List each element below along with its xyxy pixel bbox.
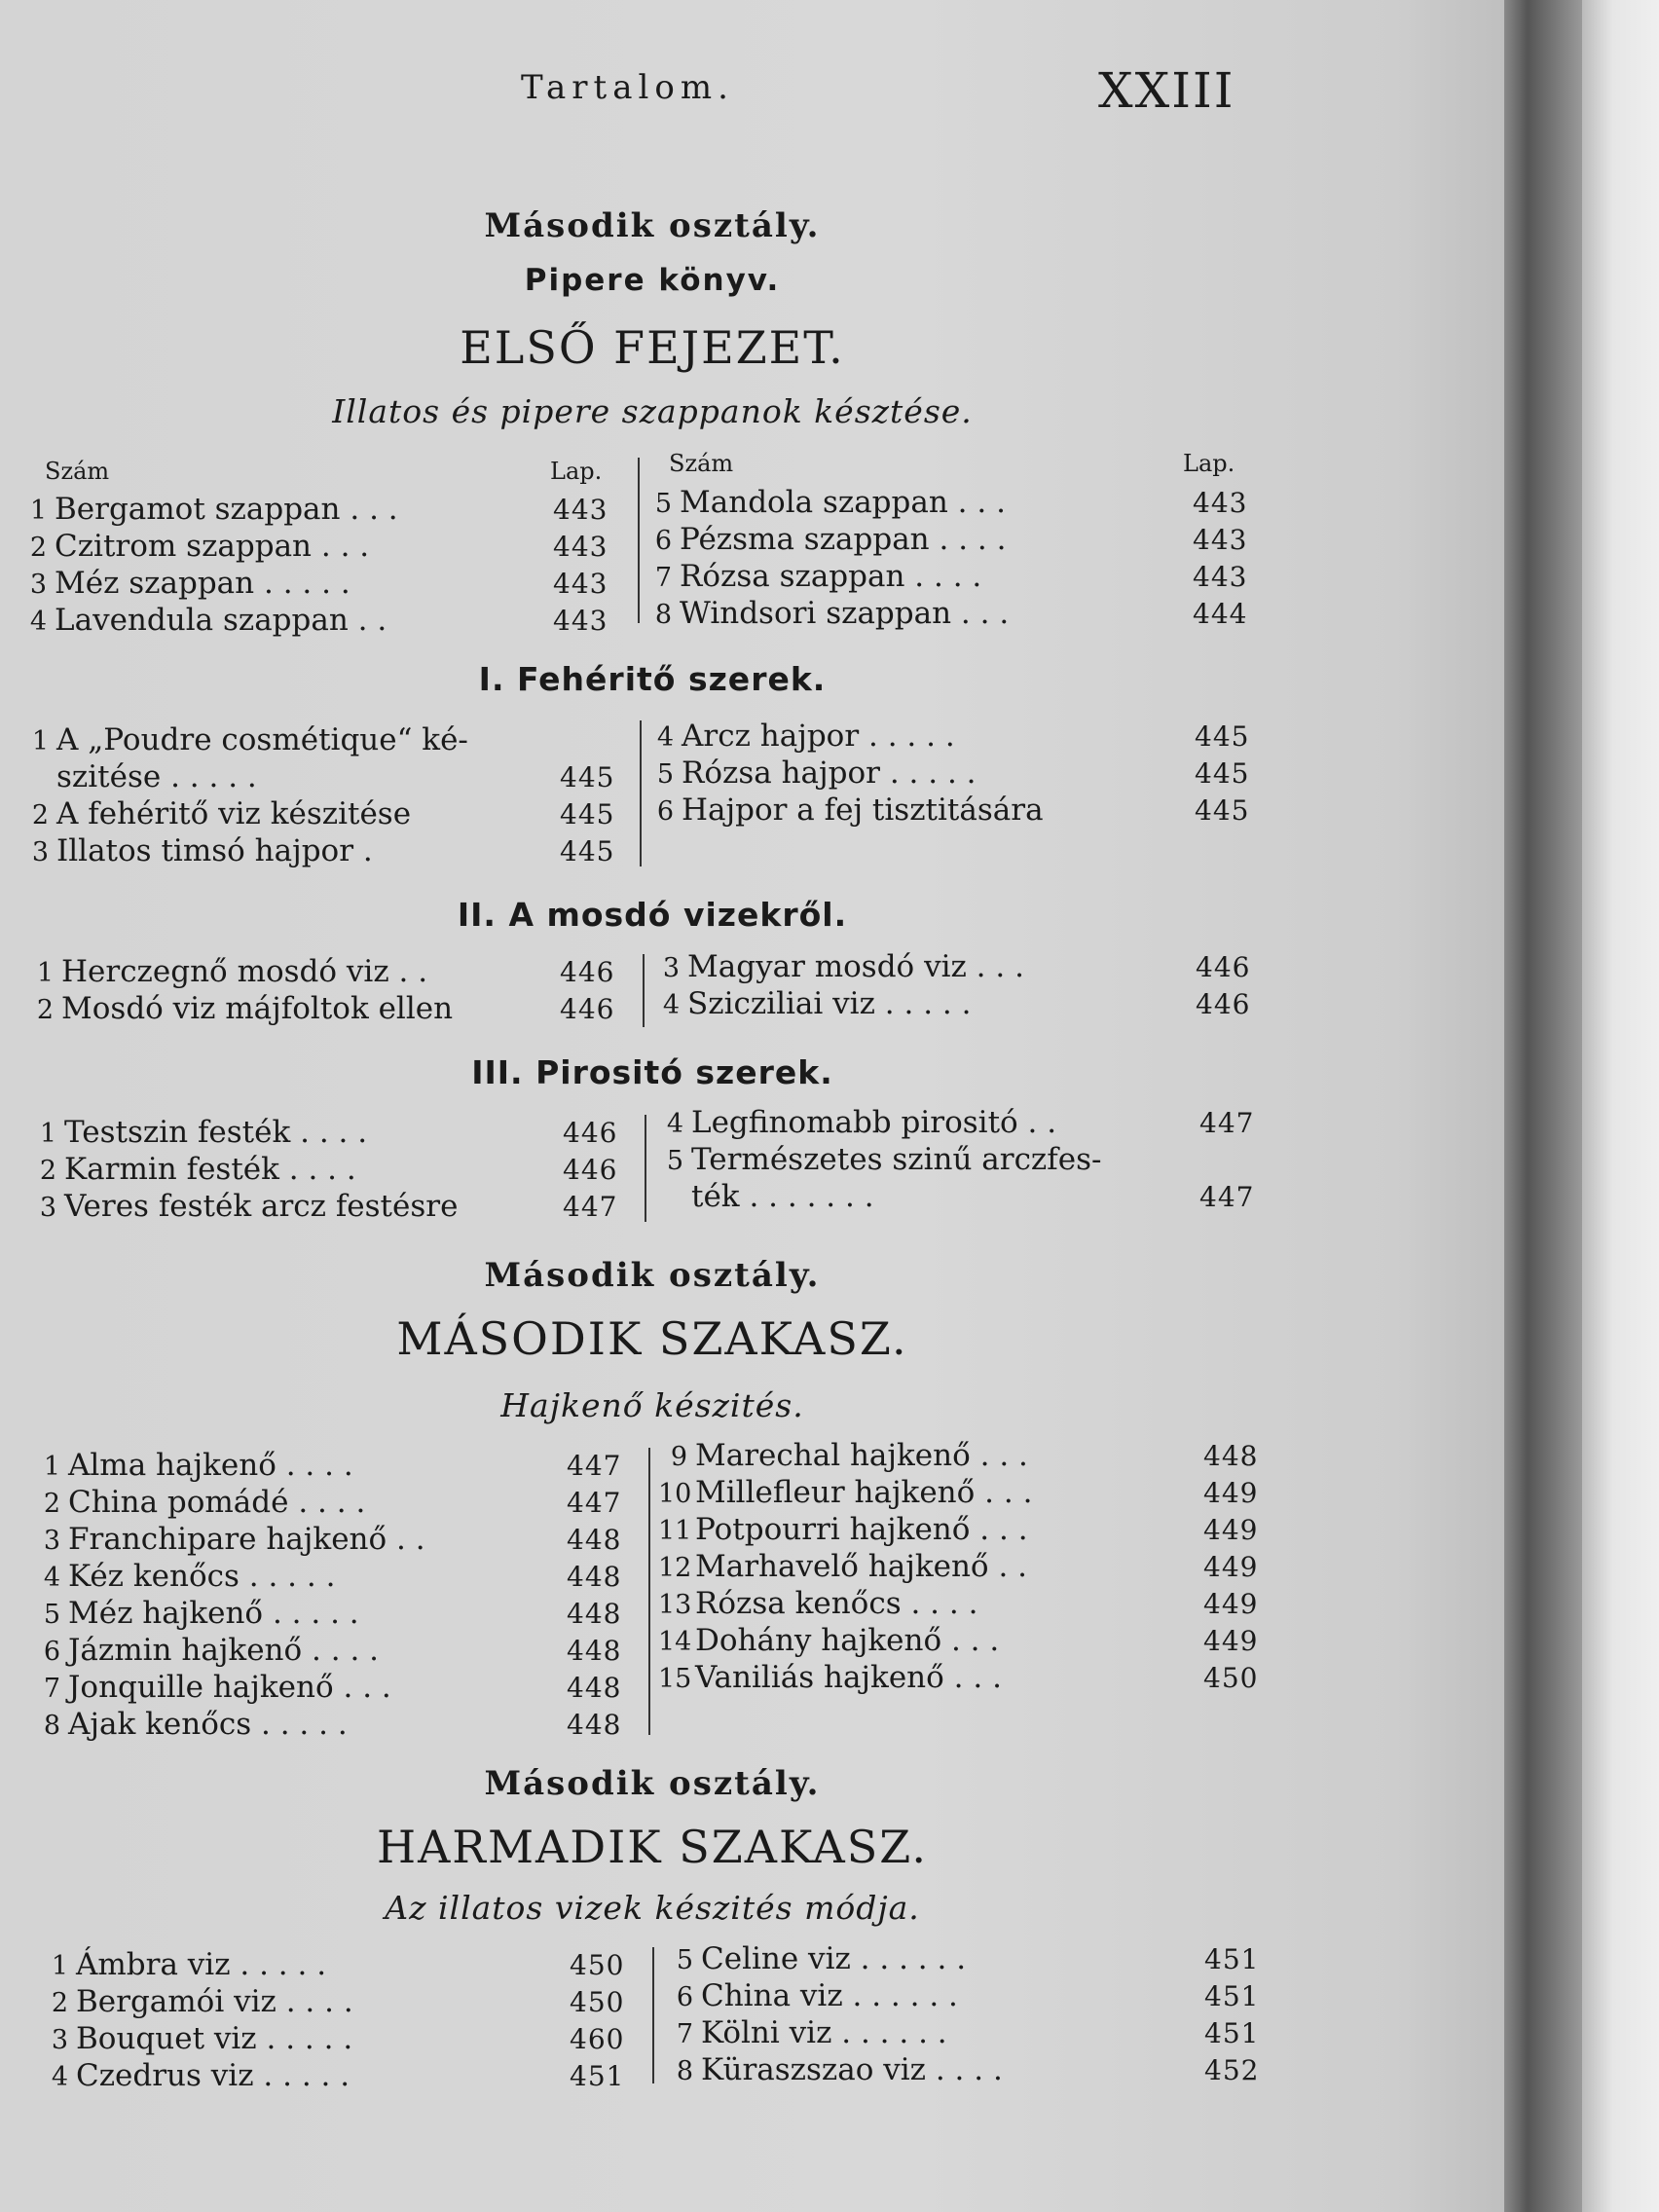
toc-entry-page: 447 [563, 1191, 618, 1223]
toc-entry-page: 445 [560, 835, 615, 867]
toc-entry-page: 445 [1195, 720, 1250, 753]
toc-entry-number: 6 [676, 1982, 693, 2012]
page-number-roman: XXIII [1098, 62, 1235, 119]
toc-entry-title: Magyar mosdó viz . . . [687, 949, 1024, 984]
chapter-title: MÁSODIK SZAKASZ. [396, 1312, 908, 1365]
toc-entry-number: 7 [676, 2019, 693, 2049]
toc-entry-page: 451 [1204, 1980, 1260, 2012]
toc-entry-number: 2 [43, 1489, 60, 1519]
toc-entry-number: 5 [676, 1945, 693, 1975]
toc-entry-number: 4 [666, 1109, 683, 1139]
toc-entry-number: 4 [656, 722, 674, 753]
toc-entry-number: 3 [662, 953, 680, 983]
toc-entry-title: Czedrus viz . . . . . [76, 2058, 350, 2093]
toc-entry-page: 443 [553, 531, 608, 563]
column-divider [643, 954, 645, 1027]
toc-entry-number: 13 [658, 1590, 692, 1620]
toc-entry-title: Kéz kenőcs . . . . . [68, 1559, 336, 1594]
chapter-subtitle: Illatos és pipere szappanok késztése. [332, 392, 973, 430]
chapter-title: HARMADIK SZAKASZ. [376, 1821, 929, 1873]
toc-entry-title: Mandola szappan . . . [680, 485, 1006, 520]
toc-entry-title: A „Poudre cosmétique“ ké- [56, 722, 468, 757]
toc-entry-page: 449 [1203, 1588, 1259, 1620]
toc-entry-title: Szicziliai viz . . . . . [687, 986, 972, 1021]
toc-entry-page: 449 [1203, 1551, 1259, 1583]
page-edge [1582, 0, 1659, 2212]
toc-entry-number: 3 [43, 1526, 60, 1556]
toc-entry-title: Testszin festék . . . . [64, 1115, 368, 1150]
toc-entry-title: Ajak kenőcs . . . . . [68, 1707, 348, 1742]
chapter-subtitle: Az illatos vizek készités módja. [385, 1889, 920, 1927]
toc-entry-number: 12 [658, 1553, 692, 1583]
toc-entry-title: Rózsa kenőcs . . . . [695, 1586, 978, 1621]
toc-entry-page: 449 [1203, 1477, 1259, 1509]
toc-entry-number: 9 [670, 1442, 687, 1472]
toc-entry-page: 443 [1193, 561, 1248, 593]
column-divider [638, 458, 640, 623]
toc-entry-page: 446 [560, 956, 615, 988]
toc-entry-page: 448 [1203, 1440, 1259, 1472]
toc-entry-title: Czitrom szappan . . . [55, 529, 370, 564]
toc-entry-page: 448 [567, 1524, 622, 1556]
toc-entry-title: Pézsma szappan . . . . [680, 522, 1007, 557]
section-title: III. Pirositó szerek. [471, 1053, 833, 1091]
toc-entry-title: Jonquille hajkenő . . . [68, 1670, 391, 1705]
toc-entry-number: 5 [656, 759, 674, 790]
toc-entry-page: 448 [567, 1672, 622, 1704]
column-divider [640, 720, 642, 866]
toc-entry-page: 447 [1199, 1181, 1255, 1213]
class-title: Második osztály. [484, 1256, 821, 1295]
class-title: Második osztály. [484, 1764, 821, 1803]
toc-entry-page: 446 [1196, 988, 1251, 1020]
toc-entry-title: Alma hajkenő . . . . [68, 1448, 353, 1483]
column-divider [652, 1947, 654, 2083]
toc-entry-page: 443 [553, 605, 608, 637]
column-header-number: Szám [45, 458, 110, 485]
toc-entry-number: 7 [43, 1674, 60, 1704]
toc-entry-page: 448 [567, 1635, 622, 1667]
toc-entry-number: 2 [36, 995, 54, 1025]
toc-entry-page: 450 [1203, 1662, 1259, 1694]
toc-entry-number: 1 [43, 1452, 60, 1482]
toc-entry-number: 1 [51, 1951, 68, 1981]
toc-entry-number: 1 [29, 496, 47, 526]
book-title: Pipere könyv. [524, 263, 781, 298]
toc-entry-page: 446 [563, 1117, 618, 1149]
toc-entry-number: 1 [39, 1119, 56, 1149]
section-title: II. A mosdó vizekről. [457, 896, 848, 934]
toc-entry-number: 3 [39, 1193, 56, 1223]
toc-entry-number: 8 [654, 600, 672, 630]
toc-entry-page: 443 [1193, 487, 1248, 519]
toc-entry-title: Természetes szinű arczfes- [691, 1142, 1102, 1177]
chapter-title: ELSŐ FEJEZET. [460, 321, 845, 374]
toc-entry-number: 7 [654, 563, 672, 593]
toc-entry-page: 451 [1204, 2017, 1260, 2049]
toc-entry-title: Herczegnő mosdó viz . . [61, 954, 428, 989]
toc-entry-number: 11 [658, 1516, 692, 1546]
toc-entry-page: 445 [560, 761, 615, 793]
column-header-number: Szám [669, 450, 734, 477]
toc-entry-title: Bergamói viz . . . . [76, 1984, 353, 2019]
toc-entry-title: Marhavelő hajkenő . . [695, 1549, 1028, 1584]
toc-entry-number: 4 [43, 1563, 60, 1593]
toc-entry-page: 448 [567, 1709, 622, 1741]
toc-entry-title: Potpourri hajkenő . . . [695, 1512, 1028, 1547]
toc-entry-title: Windsori szappan . . . [680, 596, 1010, 631]
toc-entry-page: 460 [570, 2023, 625, 2055]
toc-entry-title: Franchipare hajkenő . . [68, 1522, 425, 1557]
toc-entry-title: szitése . . . . . [56, 759, 257, 794]
toc-entry-title: Ámbra viz . . . . . [76, 1947, 327, 1982]
toc-entry-title: Veres festék arcz festésre [64, 1189, 459, 1224]
toc-entry-number: 5 [666, 1146, 683, 1176]
toc-entry-number: 3 [29, 570, 47, 600]
toc-entry-title: Hajpor a fej tisztitására [682, 793, 1044, 828]
toc-entry-page: 450 [570, 1986, 625, 2018]
running-header-title: Tartalom. [521, 68, 734, 107]
toc-entry-number: 2 [39, 1156, 56, 1186]
toc-entry-number: 3 [51, 2025, 68, 2055]
toc-entry-number: 8 [676, 2056, 693, 2086]
toc-entry-page: 443 [1193, 524, 1248, 556]
toc-entry-page: 451 [1204, 1943, 1260, 1975]
toc-entry-number: 1 [36, 958, 54, 988]
toc-entry-page: 446 [563, 1154, 618, 1186]
toc-entry-title: Arcz hajpor . . . . . [682, 719, 955, 754]
toc-entry-page: 447 [567, 1487, 622, 1519]
toc-entry-page: 446 [560, 993, 615, 1025]
toc-entry-title: Jázmin hajkenő . . . . [68, 1633, 380, 1668]
toc-entry-page: 451 [570, 2060, 625, 2092]
toc-entry-title: Bergamot szappan . . . [55, 492, 398, 527]
column-divider [648, 1448, 650, 1735]
section-title: I. Fehéritő szerek. [478, 660, 827, 698]
toc-entry-title: Mosdó viz májfoltok ellen [61, 991, 454, 1026]
toc-entry-number: 4 [662, 990, 680, 1020]
toc-entry-title: Millefleur hajkenő . . . [695, 1475, 1033, 1510]
toc-entry-title: Celine viz . . . . . . [701, 1941, 967, 1976]
toc-entry-title: Rózsa hajpor . . . . . [682, 756, 977, 791]
class-title: Második osztály. [484, 206, 821, 245]
toc-entry-title: China viz . . . . . . [701, 1978, 958, 2013]
toc-entry-number: 6 [43, 1637, 60, 1667]
toc-entry-page: 443 [553, 568, 608, 600]
toc-entry-title: Karmin festék . . . . [64, 1152, 356, 1187]
toc-entry-title: Illatos timsó hajpor . [56, 833, 373, 868]
book-spine-shadow [1504, 0, 1582, 2212]
toc-entry-number: 14 [658, 1627, 692, 1657]
toc-entry-title: Kölni viz . . . . . . [701, 2015, 947, 2050]
toc-entry-title: Dohány hajkenő . . . [695, 1623, 1000, 1658]
toc-entry-number: 5 [43, 1600, 60, 1630]
toc-entry-number: 8 [43, 1711, 60, 1741]
toc-entry-page: 444 [1193, 598, 1248, 630]
toc-entry-number: 15 [658, 1664, 692, 1694]
toc-entry-page: 445 [560, 798, 615, 830]
toc-entry-title: Küraszszao viz . . . . [701, 2052, 1003, 2087]
toc-entry-title: Legfinomabb pirositó . . [691, 1105, 1057, 1140]
toc-entry-number: 2 [31, 800, 49, 830]
toc-entry-page: 449 [1203, 1514, 1259, 1546]
toc-entry-page: 445 [1195, 794, 1250, 827]
column-header-page: Lap. [1183, 450, 1235, 477]
toc-entry-number: 6 [654, 526, 672, 556]
toc-entry-number: 1 [31, 726, 49, 756]
toc-entry-title: A fehéritő viz készitése [56, 796, 412, 831]
toc-entry-page: 447 [1199, 1107, 1255, 1139]
toc-entry-number: 4 [29, 607, 47, 637]
toc-entry-number: 2 [51, 1988, 68, 2018]
toc-entry-page: 448 [567, 1598, 622, 1630]
toc-entry-page: 450 [570, 1949, 625, 1981]
toc-entry-page: 446 [1196, 951, 1251, 983]
chapter-subtitle: Hajkenő készités. [500, 1386, 804, 1424]
toc-entry-number: 3 [31, 837, 49, 867]
toc-entry-title: ték . . . . . . . [691, 1179, 874, 1214]
toc-entry-title: Vaniliás hajkenő . . . [695, 1660, 1002, 1695]
toc-entry-title: Rózsa szappan . . . . [680, 559, 982, 594]
toc-entry-title: Lavendula szappan . . [55, 603, 387, 638]
toc-entry-page: 447 [567, 1450, 622, 1482]
toc-entry-title: Marechal hajkenő . . . [695, 1438, 1028, 1473]
toc-entry-page: 449 [1203, 1625, 1259, 1657]
toc-entry-title: China pomádé . . . . [68, 1485, 366, 1520]
toc-entry-number: 10 [658, 1479, 692, 1509]
toc-entry-page: 452 [1204, 2054, 1260, 2086]
toc-entry-number: 2 [29, 533, 47, 563]
toc-entry-title: Méz szappan . . . . . [55, 566, 350, 601]
toc-entry-number: 4 [51, 2062, 68, 2092]
toc-entry-title: Méz hajkenő . . . . . [68, 1596, 359, 1631]
toc-entry-title: Bouquet viz . . . . . [76, 2021, 353, 2056]
toc-entry-number: 6 [656, 796, 674, 827]
toc-entry-number: 5 [654, 489, 672, 519]
column-header-page: Lap. [550, 458, 603, 485]
toc-entry-page: 445 [1195, 757, 1250, 790]
toc-entry-page: 443 [553, 494, 608, 526]
column-divider [645, 1115, 646, 1222]
toc-entry-page: 448 [567, 1561, 622, 1593]
